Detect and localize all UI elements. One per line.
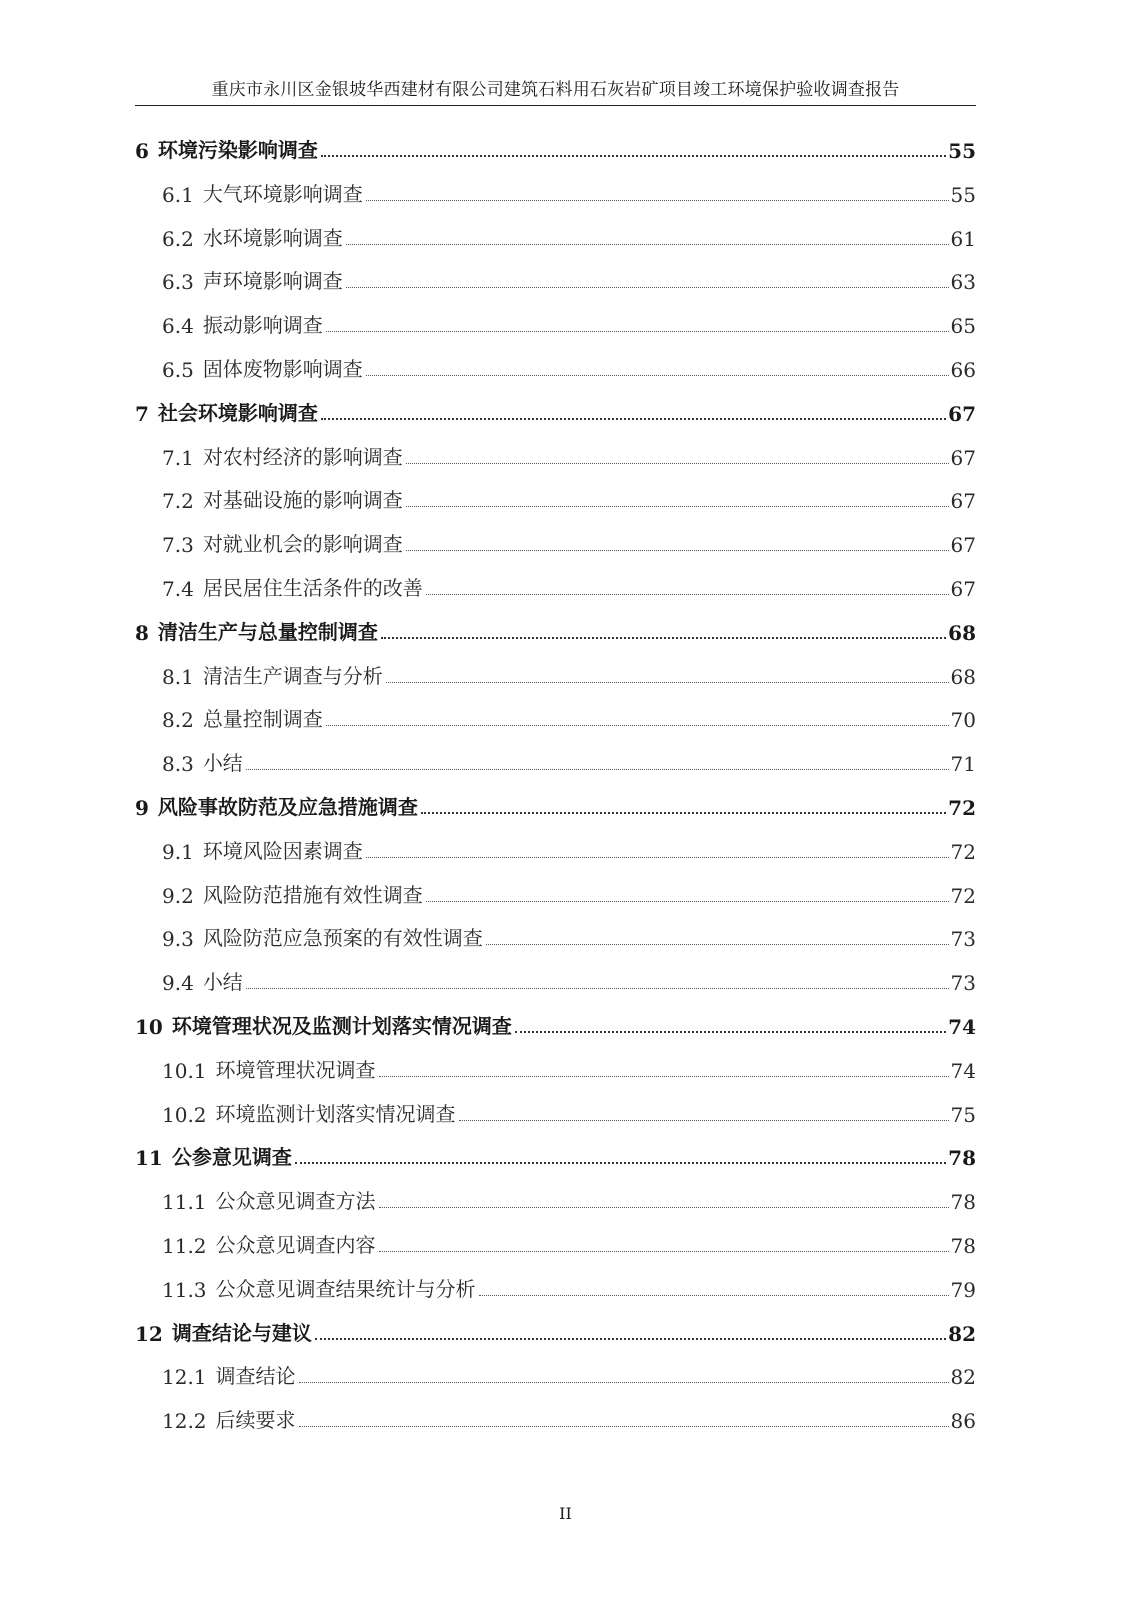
toc-entry-number: 11	[135, 1146, 163, 1171]
toc-entry-title: 后续要求	[215, 1408, 296, 1433]
toc-entry-title: 风险防范措施有效性调查	[202, 882, 423, 907]
toc-entry-title: 小结	[202, 970, 243, 995]
toc-entry-number: 7.4	[162, 577, 194, 601]
toc-entry-page: 74	[950, 1058, 976, 1083]
toc-entry-page: 67	[950, 489, 976, 514]
toc-entry-page: 66	[950, 358, 976, 382]
toc-entry-number: 6.2	[162, 226, 194, 251]
toc-section-entry[interactable]	[162, 352, 976, 382]
toc-dot-leader	[366, 200, 949, 201]
toc-section-entry[interactable]	[162, 177, 976, 207]
toc-section-entry[interactable]	[162, 1097, 976, 1127]
toc-entry-number: 7.1	[162, 445, 194, 470]
toc-entry-title: 风险防范应急预案的有效性调查	[202, 926, 483, 951]
toc-section-entry[interactable]	[162, 659, 976, 689]
toc-entry-number: 6	[135, 139, 149, 163]
toc-dot-leader	[366, 857, 949, 858]
page-header-title: 重庆市永川区金银坡华西建材有限公司建筑石料用石灰岩矿项目竣工环境保护验收调查报告	[211, 80, 900, 100]
toc-entry-title: 公众意见调查结果统计与分析	[215, 1276, 476, 1301]
toc-entry-title: 环境管理状况及监测计划落实情况调查	[171, 1014, 512, 1038]
toc-entry-page: 74	[948, 1015, 976, 1039]
toc-dot-leader	[406, 463, 949, 464]
toc-section-entry[interactable]	[162, 702, 976, 732]
toc-entry-page: 82	[950, 1365, 976, 1390]
toc-entry-number: 8.2	[162, 708, 194, 733]
toc-dot-leader	[386, 682, 949, 683]
toc-entry-number: 7	[135, 401, 149, 426]
toc-dot-leader	[315, 1338, 946, 1340]
toc-entry-number: 12.2	[162, 1409, 207, 1434]
toc-dot-leader	[426, 594, 949, 595]
toc-dot-leader	[246, 988, 949, 989]
toc-entry-page: 78	[950, 1190, 976, 1215]
toc-entry-number: 8.1	[162, 664, 194, 689]
toc-entry-title: 公参意见调查	[171, 1145, 292, 1170]
toc-dot-leader	[326, 725, 949, 726]
toc-section-entry[interactable]	[162, 221, 976, 251]
toc-entry-page: 67	[950, 577, 976, 601]
toc-chapter-entry[interactable]	[135, 396, 976, 426]
toc-dot-leader	[379, 1076, 949, 1077]
toc-section-entry[interactable]	[162, 308, 976, 338]
toc-entry-page: 61	[950, 226, 976, 251]
toc-entry-page: 63	[950, 270, 976, 295]
toc-dot-leader	[479, 1295, 949, 1296]
toc-section-entry[interactable]	[162, 1184, 976, 1214]
toc-entry-page: 75	[950, 1102, 976, 1127]
toc-entry-title: 固体废物影响调查	[202, 357, 363, 381]
toc-dot-leader	[295, 1162, 946, 1164]
toc-entry-page: 55	[950, 182, 976, 207]
toc-dot-leader	[406, 506, 949, 507]
toc-dot-leader	[346, 287, 949, 288]
toc-entry-page: 71	[950, 752, 976, 777]
toc-dot-leader	[321, 418, 946, 420]
toc-entry-page: 68	[948, 620, 976, 645]
toc-entry-number: 8	[135, 620, 149, 645]
toc-entry-page: 73	[950, 971, 976, 996]
toc-entry-number: 6.3	[162, 270, 194, 295]
toc-entry-number: 9.1	[162, 839, 194, 864]
toc-dot-leader	[426, 901, 949, 902]
toc-dot-leader	[406, 550, 949, 551]
toc-section-entry[interactable]	[162, 834, 976, 864]
toc-entry-number: 10.2	[162, 1102, 207, 1127]
toc-section-entry[interactable]	[162, 746, 976, 776]
toc-entry-page: 55	[948, 139, 976, 163]
toc-dot-leader	[346, 244, 949, 245]
toc-entry-page: 72	[948, 796, 976, 820]
toc-entry-page: 70	[950, 708, 976, 733]
toc-entry-number: 9	[135, 796, 149, 820]
toc-entry-number: 11.1	[162, 1190, 207, 1215]
toc-section-entry[interactable]	[162, 1272, 976, 1302]
toc-entry-number: 12.1	[162, 1365, 207, 1390]
toc-entry-title: 居民居住生活条件的改善	[202, 576, 423, 600]
toc-entry-page: 73	[950, 927, 976, 952]
toc-entry-number: 6.5	[162, 358, 194, 382]
toc-entry-title: 环境监测计划落实情况调查	[215, 1101, 456, 1126]
toc-entry-title: 振动影响调查	[202, 313, 323, 338]
toc-entry-number: 11.3	[162, 1277, 207, 1302]
toc-section-entry[interactable]	[162, 965, 976, 995]
toc-section-entry[interactable]	[162, 571, 976, 601]
toc-entry-page: 65	[950, 314, 976, 339]
toc-section-entry[interactable]	[162, 1228, 976, 1258]
toc-chapter-entry[interactable]	[135, 1316, 976, 1346]
toc-entry-page: 78	[950, 1234, 976, 1258]
toc-entry-title: 公众意见调查内容	[215, 1233, 376, 1257]
toc-dot-leader	[421, 812, 946, 814]
toc-dot-leader	[486, 944, 949, 945]
toc-entry-title: 清洁生产调查与分析	[202, 663, 383, 688]
toc-entry-number: 8.3	[162, 752, 194, 777]
toc-chapter-entry[interactable]	[135, 615, 976, 645]
toc-entry-page: 86	[950, 1409, 976, 1434]
toc-entry-page: 67	[950, 445, 976, 470]
toc-dot-leader	[246, 769, 949, 770]
toc-dot-leader	[326, 331, 949, 332]
toc-section-entry[interactable]	[162, 921, 976, 951]
toc-entry-title: 总量控制调查	[202, 707, 323, 732]
toc-chapter-entry[interactable]	[135, 1140, 976, 1170]
toc-dot-leader	[299, 1426, 949, 1427]
toc-section-entry[interactable]	[162, 527, 976, 557]
toc-dot-leader	[379, 1207, 949, 1208]
toc-entry-page: 82	[948, 1321, 976, 1346]
toc-entry-title: 环境风险因素调查	[202, 838, 363, 863]
toc-entry-title: 调查结论与建议	[171, 1320, 312, 1345]
toc-section-entry[interactable]	[162, 440, 976, 470]
toc-entry-title: 对基础设施的影响调查	[202, 488, 403, 513]
toc-dot-leader	[379, 1251, 949, 1252]
toc-dot-leader	[459, 1120, 949, 1121]
toc-entry-title: 小结	[202, 751, 243, 776]
toc-entry-title: 水环境影响调查	[202, 225, 343, 250]
toc-entry-number: 11.2	[162, 1234, 207, 1258]
toc-entry-title: 环境管理状况调查	[215, 1057, 376, 1082]
toc-entry-number: 9.2	[162, 883, 194, 908]
toc-dot-leader	[366, 375, 949, 376]
toc-chapter-entry[interactable]	[135, 133, 976, 163]
toc-entry-title: 调查结论	[215, 1364, 296, 1389]
toc-entry-number: 7.3	[162, 533, 194, 558]
toc-chapter-entry[interactable]	[135, 790, 976, 820]
toc-chapter-entry[interactable]	[135, 1009, 976, 1039]
toc-dot-leader	[381, 637, 946, 639]
toc-section-entry[interactable]	[162, 264, 976, 294]
toc-entry-title: 公众意见调查方法	[215, 1189, 376, 1214]
toc-entry-number: 12	[135, 1321, 163, 1346]
toc-entry-title: 声环境影响调查	[202, 269, 343, 294]
toc-dot-leader	[515, 1031, 946, 1033]
toc-entry-page: 67	[948, 401, 976, 426]
toc-entry-number: 7.2	[162, 489, 194, 514]
toc-section-entry[interactable]	[162, 1359, 976, 1389]
toc-entry-number: 6.4	[162, 314, 194, 339]
toc-entry-number: 10.1	[162, 1058, 207, 1083]
toc-dot-leader	[299, 1382, 949, 1383]
toc-entry-number: 10	[135, 1015, 163, 1039]
page-number: II	[559, 1504, 572, 1523]
toc-entry-title: 对农村经济的影响调查	[202, 444, 403, 469]
toc-entry-number: 9.4	[162, 971, 194, 996]
toc-entry-page: 72	[950, 839, 976, 864]
toc-section-entry[interactable]	[162, 1403, 976, 1433]
toc-entry-title: 社会环境影响调查	[157, 400, 318, 425]
toc-entry-page: 72	[950, 883, 976, 908]
toc-entry-title: 清洁生产与总量控制调查	[157, 619, 378, 644]
toc-entry-title: 风险事故防范及应急措施调查	[157, 795, 418, 819]
toc-entry-title: 大气环境影响调查	[202, 181, 363, 206]
toc-dot-leader	[321, 155, 946, 157]
toc-entry-title: 对就业机会的影响调查	[202, 532, 403, 557]
toc-entry-page: 79	[950, 1277, 976, 1302]
toc-section-entry[interactable]	[162, 483, 976, 513]
toc-entry-page: 67	[950, 533, 976, 558]
toc-section-entry[interactable]	[162, 1053, 976, 1083]
toc-entry-number: 9.3	[162, 927, 194, 952]
toc-entry-number: 6.1	[162, 182, 194, 207]
toc-section-entry[interactable]	[162, 878, 976, 908]
toc-entry-title: 环境污染影响调查	[157, 138, 318, 162]
toc-entry-page: 68	[950, 664, 976, 689]
toc-entry-page: 78	[948, 1146, 976, 1171]
